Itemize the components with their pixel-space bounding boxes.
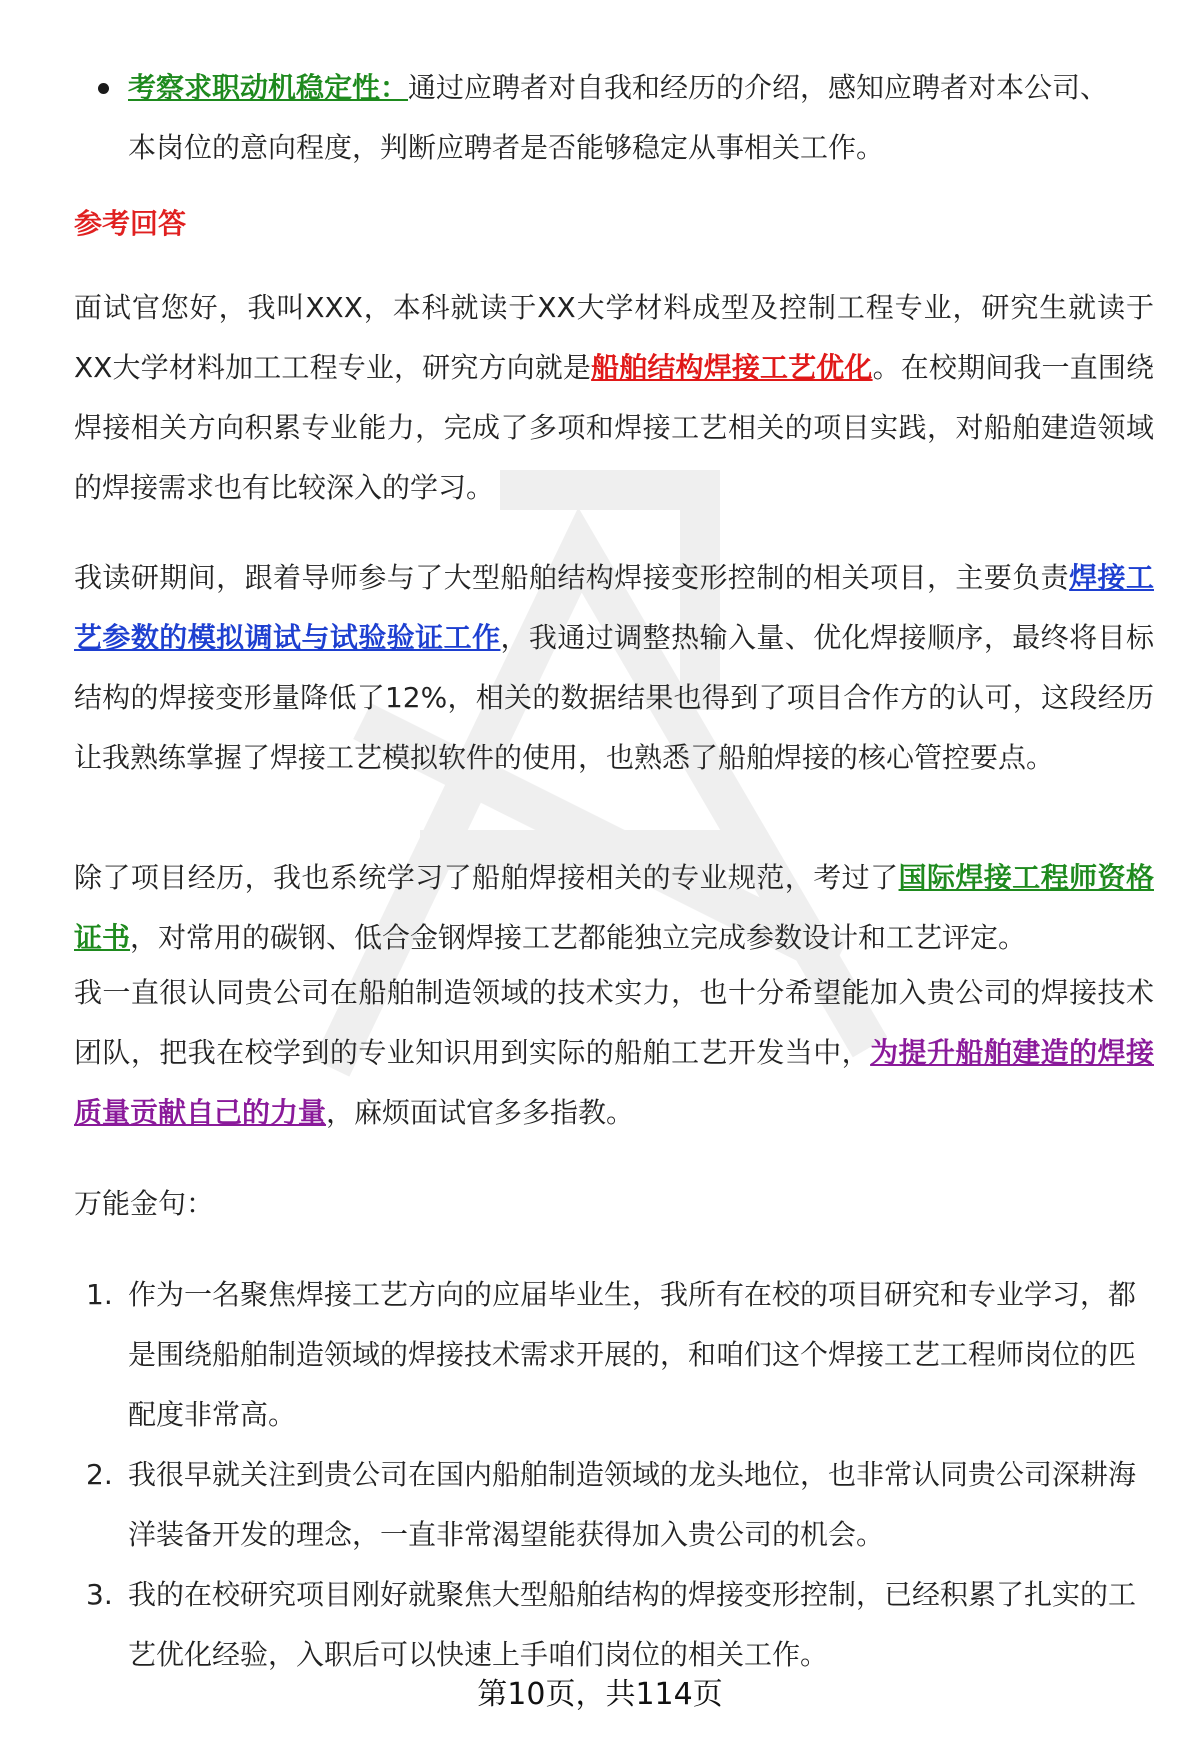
answer-paragraph-3 xyxy=(74,848,1154,968)
answer-paragraph-2 xyxy=(74,548,1154,788)
p2-text-b: ，我通过调整热输入量、优化焊接顺序，最终将目标结构的焊接变形量降低了12%，相关的数据结果也得到了项目合作方的认可，这段经历让我熟练掌握了焊接工艺模拟软件的使用，也熟悉了船舶焊接的核心管控要点。 xyxy=(74,621,1154,774)
bullet-text xyxy=(128,58,1128,178)
p3-highlight: 国际焊接工程师资格证书 xyxy=(74,861,1154,954)
list-item-text: 作为一名聚焦焊接工艺方向的应届毕业生，我所有在校的项目研究和专业学习，都是围绕船舶制造领域的焊接技术需求开展的，和咱们这个焊接工艺工程师岗位的匹配度非常高。 xyxy=(128,1278,1137,1431)
p4-highlight: 为提升船舶建造的焊接质量贡献自己的力量 xyxy=(74,1036,1154,1129)
p1-text-b: 。在校期间我一直围绕焊接相关方向积累专业能力，完成了多项和焊接工艺相关的项目实践，对船舶建造领域的焊接需求也有比较深入的学习。 xyxy=(74,351,1154,504)
golden-sentences-label: 万能金句： xyxy=(74,1187,215,1220)
list-item-number: 3. xyxy=(86,1578,113,1611)
bullet-dot-icon xyxy=(98,83,109,94)
bullet-label: 考察求职动机稳定性： xyxy=(128,71,409,104)
page-number-footer: 第10页，共114页 xyxy=(477,1677,723,1712)
p1-text-a: 面试官您好，我叫XXX，本科就读于XX大学材料成型及控制工程专业，研究生就读于XX大学材料加工工程专业，研究方向就是 xyxy=(74,291,1154,384)
p1-highlight: 船舶结构焊接工艺优化 xyxy=(591,351,873,384)
list-item xyxy=(74,1445,1154,1565)
p3-text-a: 除了项目经历，我也系统学习了船舶焊接相关的专业规范，考过了 xyxy=(74,861,899,894)
p2-highlight: 焊接工艺参数的模拟调试与试验验证工作 xyxy=(74,561,1154,654)
list-item-number: 1. xyxy=(86,1278,113,1311)
p3-text-b: ，对常用的碳钢、低合金钢焊接工艺都能独立完成参数设计和工艺评定。 xyxy=(130,921,1027,954)
p4-text-b: ，麻烦面试官多多指教。 xyxy=(326,1096,635,1129)
list-item xyxy=(74,1565,1154,1685)
bullet-body: 通过应聘者对自我和经历的介绍，感知应聘者对本公司、本岗位的意向程度，判断应聘者是否能够稳定从事相关工作。 xyxy=(128,71,1109,164)
golden-sentences-list xyxy=(74,1265,1154,1685)
answer-paragraph-1 xyxy=(74,278,1154,518)
answer-paragraph-4 xyxy=(74,963,1154,1143)
list-item-text: 我很早就关注到贵公司在国内船舶制造领域的龙头地位，也非常认同贵公司深耕海洋装备开发的理念，一直非常渴望能获得加入贵公司的机会。 xyxy=(128,1458,1137,1551)
p2-text-a: 我读研期间，跟着导师参与了大型船舶结构焊接变形控制的相关项目，主要负责 xyxy=(74,561,1070,594)
section-title: 参考回答 xyxy=(74,207,187,240)
list-item-text: 我的在校研究项目刚好就聚焦大型船舶结构的焊接变形控制，已经积累了扎实的工艺优化经验，入职后可以快速上手咱们岗位的相关工作。 xyxy=(128,1578,1137,1671)
criterion-bullet xyxy=(74,58,1124,178)
list-item xyxy=(74,1265,1154,1445)
list-item-number: 2. xyxy=(86,1458,113,1491)
p4-text-a: 我一直很认同贵公司在船舶制造领域的技术实力，也十分希望能加入贵公司的焊接技术团队，把我在校学到的专业知识用到实际的船舶工艺开发当中， xyxy=(74,976,1154,1069)
